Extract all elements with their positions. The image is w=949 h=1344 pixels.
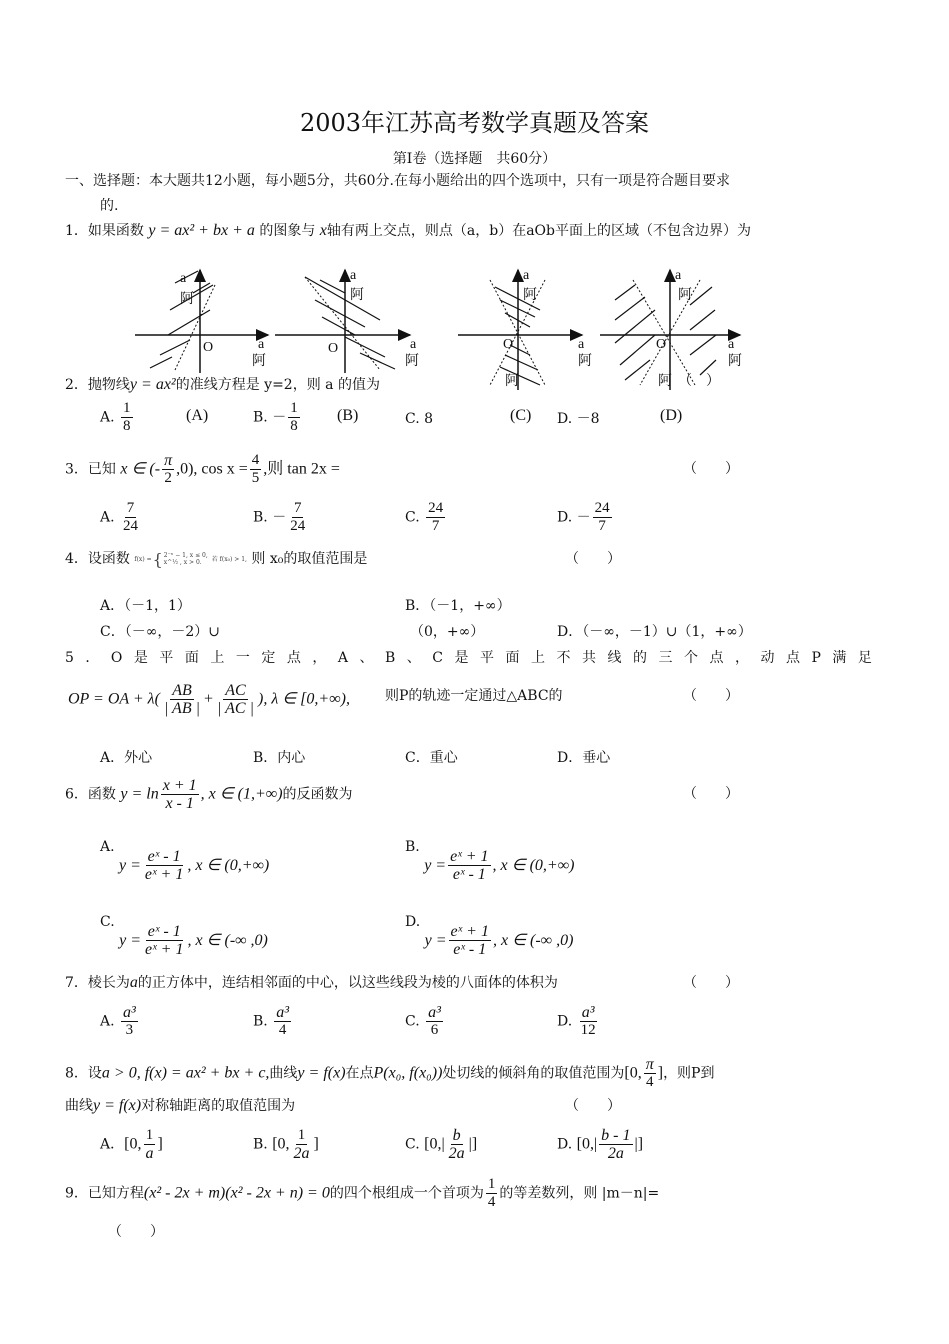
axis-label: a	[675, 268, 682, 283]
question-4	[65, 550, 367, 568]
text: 的四个根组成一个首项为	[329, 1185, 484, 1202]
q6-option-c[interactable]	[100, 913, 268, 958]
section-instructions: 一、选择题：本大题共12小题，每小题5分，共60分.在每小题给出的四个选项中，只有一项是符合题目要求	[65, 173, 730, 189]
text: x^½ , x > 0.	[163, 559, 202, 566]
text: 4	[278, 1022, 287, 1038]
fraction	[162, 452, 174, 487]
q8-option-d[interactable]	[557, 1127, 643, 1162]
text: 8．设	[65, 1065, 102, 1082]
q1-var: x	[319, 222, 327, 239]
text: D.	[557, 509, 573, 526]
text: 2⁻ˣ − 1, x ≤ 0,	[163, 552, 208, 559]
text: 2	[164, 470, 172, 486]
text: [0,	[272, 1135, 290, 1153]
text: 8	[123, 418, 131, 434]
text: 7	[431, 518, 440, 534]
question-9	[65, 1176, 659, 1211]
text: 7	[598, 518, 606, 534]
text: ，则P到	[663, 1065, 715, 1082]
text: |]	[634, 1135, 644, 1153]
text: A.	[100, 509, 115, 526]
text: 曲线	[65, 1098, 93, 1114]
text: D.	[557, 411, 573, 427]
q4-option-d[interactable]: D．（－∞，－1）∪（1，+∞）	[557, 624, 752, 640]
fraction	[448, 848, 490, 883]
text: P(x₀, f(x₀))	[373, 1064, 443, 1082]
fraction	[292, 1127, 312, 1162]
axis-label: 阿	[505, 374, 519, 389]
text: eˣ - 1	[453, 941, 487, 958]
q3-answer-paren[interactable]: （ ）	[683, 461, 739, 477]
axis-label: 阿	[728, 354, 742, 369]
text: 曲线	[269, 1065, 298, 1082]
q2-formula: y = ax²	[129, 376, 176, 393]
q3-option-c[interactable]	[405, 500, 447, 535]
text: [0,|	[576, 1135, 598, 1153]
text: 4．设函数	[65, 551, 130, 567]
text: 1	[145, 1127, 154, 1143]
origin-label: O	[656, 337, 667, 352]
graph-label-d: (D)	[660, 407, 683, 424]
text: |]	[468, 1135, 478, 1153]
text: 2a	[448, 1145, 465, 1162]
text: eˣ - 1	[147, 848, 181, 865]
axis-label: a	[728, 337, 735, 352]
axis-label: 阿	[350, 288, 364, 303]
fraction	[426, 500, 445, 535]
axis-label: a	[523, 268, 530, 283]
text: C.	[100, 914, 115, 930]
text: , x ∈ (1,+∞)	[200, 785, 283, 803]
text: | AC |	[217, 700, 254, 717]
fraction	[447, 1127, 467, 1162]
fraction	[644, 1056, 656, 1091]
axis-label: 阿	[523, 288, 537, 303]
text: 6	[430, 1022, 439, 1038]
text: 4	[251, 452, 260, 468]
q5-answer-paren[interactable]: （ ）	[683, 688, 739, 704]
axis-label: 阿	[678, 288, 692, 303]
q5-text: 则P的轨迹一定通过△ABC的	[385, 688, 563, 704]
text: , x ∈ (0,+∞)	[492, 856, 575, 874]
text: 4	[487, 1194, 496, 1210]
text: 4	[645, 1074, 654, 1090]
text: 7	[293, 500, 302, 516]
text: 24	[594, 500, 610, 516]
q5-option-a[interactable]: A．外心	[100, 750, 153, 766]
text: ,0), cos x =	[176, 460, 248, 478]
text: 3．已知	[65, 461, 116, 478]
text: AB	[172, 682, 192, 699]
text: b - 1	[601, 1127, 631, 1144]
q3-option-a[interactable]	[100, 500, 142, 535]
q2-option-b[interactable]	[253, 400, 302, 435]
graph-labels	[180, 268, 742, 389]
text: AC	[225, 682, 246, 699]
q2-option-d[interactable]	[557, 410, 600, 428]
text: 的等差数列，则 |m－n|=	[499, 1185, 660, 1202]
text: C.	[405, 1136, 420, 1153]
text: ,则 tan 2x =	[263, 460, 340, 478]
text: [0,	[624, 1064, 642, 1082]
text: eˣ - 1	[452, 866, 486, 883]
text: －	[272, 509, 287, 526]
text: y =	[119, 931, 142, 949]
text: a	[129, 974, 138, 991]
q9-answer-paren[interactable]: （ ）	[108, 1224, 164, 1240]
text: , x ∈ (-∞ ,0)	[187, 931, 268, 949]
q1-text: 1．如果函数	[65, 223, 144, 239]
q7-answer-paren[interactable]: （ ）	[683, 975, 739, 991]
fraction	[288, 400, 300, 435]
text: C.	[405, 1013, 420, 1030]
text: OP = OA + λ(	[68, 690, 160, 708]
graph-mark	[615, 285, 716, 380]
fraction	[486, 1176, 498, 1211]
graph-a	[135, 270, 268, 373]
text: 若 f(x₀) > 1,	[211, 555, 247, 563]
text: a	[145, 1145, 154, 1162]
axis-label: a	[578, 337, 585, 352]
q1-text: 的图象与	[259, 223, 316, 239]
origin-label: O	[503, 337, 514, 352]
q4-option-c-cont: （0，+∞）	[410, 624, 485, 640]
text: π	[164, 452, 173, 469]
q4-answer-paren[interactable]: （ ）	[565, 551, 621, 567]
fraction	[599, 1127, 632, 1162]
text: y =	[424, 856, 447, 874]
graph-label-b: (B)	[337, 407, 359, 424]
graph-label-a: (A)	[186, 407, 209, 424]
text: | AB |	[163, 700, 200, 717]
q4-option-b[interactable]: B．（－1，+∞）	[405, 598, 511, 614]
q8-option-b[interactable]	[253, 1127, 319, 1162]
text: y = f(x)	[297, 1064, 346, 1082]
question-1	[65, 222, 751, 240]
q2-option-c[interactable]	[405, 410, 433, 428]
q8-answer-paren[interactable]: （ ）	[565, 1098, 621, 1114]
origin-label: O	[328, 341, 339, 356]
text: 5	[251, 470, 260, 486]
fraction	[274, 1004, 291, 1039]
text: x - 1	[165, 795, 194, 812]
text: y =	[424, 931, 447, 949]
axis-label: 阿	[405, 354, 419, 369]
text: y = ln	[120, 785, 159, 803]
text: 2a	[293, 1145, 310, 1162]
text: [0,	[124, 1135, 142, 1153]
text: x + 1	[162, 777, 197, 794]
graph-label-c: (C)	[510, 407, 532, 424]
q2-option-a[interactable]	[100, 400, 135, 435]
q6-option-a[interactable]	[100, 838, 270, 883]
page-title: 2003年江苏高考数学真题及答案	[299, 109, 650, 137]
text: f(x) =	[134, 555, 152, 563]
q6-answer-paren[interactable]: （ ）	[683, 786, 739, 802]
text: 7	[126, 500, 135, 516]
axis-label: 阿	[180, 292, 194, 307]
question-7	[65, 974, 558, 992]
fraction	[121, 400, 133, 435]
text: －	[272, 409, 287, 426]
text: y =	[119, 856, 141, 874]
text: a³	[428, 1004, 441, 1021]
fraction	[143, 1127, 155, 1162]
question-8	[65, 1056, 714, 1091]
graph-d	[600, 270, 740, 390]
q5-option-d[interactable]: D．垂心	[557, 750, 611, 766]
axis-label: a	[180, 271, 187, 286]
text: ]	[157, 1135, 163, 1153]
fraction	[288, 500, 307, 535]
fraction	[143, 848, 185, 883]
q2-text: 的准线方程是 y=2，则 a 的值为	[175, 377, 380, 393]
text: A.	[100, 409, 115, 426]
text: 3	[125, 1022, 134, 1038]
text: B.	[253, 409, 268, 426]
text: A.	[100, 1013, 115, 1030]
question-2	[65, 376, 380, 394]
text: A.	[100, 839, 115, 855]
text: 2a	[607, 1145, 624, 1162]
q1-formula: y = ax² + bx + a	[148, 222, 255, 239]
q6-option-d[interactable]	[405, 913, 574, 958]
text: 则 x₀的取值范围是	[251, 551, 368, 567]
q7-option-c[interactable]	[405, 1004, 445, 1039]
text: π	[645, 1056, 654, 1073]
text: 在点	[345, 1065, 374, 1082]
text: 1	[297, 1127, 306, 1143]
section-subtitle: 第Ⅰ卷（选择题 共60分）	[392, 151, 557, 167]
axis-label: 阿	[252, 354, 266, 369]
text: eˣ + 1	[450, 923, 489, 940]
text: a > 0, f(x) = ax² + bx + c,	[101, 1064, 270, 1082]
q4-option-a[interactable]: A．（－1，1）	[100, 598, 191, 614]
q5-option-b[interactable]: B．内心	[253, 750, 306, 766]
q4-option-c[interactable]: C．（－∞，－2）∪	[100, 624, 221, 640]
q3-option-d[interactable]	[557, 500, 614, 535]
text: 的正方体中，连结相邻面的中心，以这些线段为棱的八面体的体积为	[137, 975, 558, 991]
text: eˣ + 1	[145, 941, 184, 958]
text: 1	[123, 400, 131, 416]
fraction	[593, 500, 612, 535]
graph-b	[275, 270, 410, 373]
q1-text: 轴有两上交点，则点（a，b）在aOb平面上的区域（不包含边界）为	[326, 223, 751, 239]
question-6	[65, 777, 353, 812]
question-8-cont	[65, 1097, 295, 1115]
text: [0,|	[424, 1135, 445, 1153]
text: 1	[290, 400, 298, 416]
text: , x ∈ (0,+∞)	[187, 856, 270, 874]
text: b	[452, 1127, 461, 1144]
text: x ∈ (-	[120, 460, 161, 478]
q7-option-d[interactable]	[557, 1004, 600, 1039]
q2-text: 2．抛物线	[65, 377, 130, 393]
text: D.	[405, 914, 421, 930]
axis-label: 阿	[578, 354, 592, 369]
text: C.	[405, 411, 420, 427]
q3-option-b[interactable]	[253, 500, 309, 535]
fraction	[426, 1004, 443, 1039]
answer-paren: （ ）	[678, 374, 720, 389]
text: －	[576, 509, 591, 526]
fraction	[162, 682, 202, 717]
q6-option-b[interactable]	[405, 838, 575, 883]
origin-label: O	[203, 340, 214, 355]
text: 12	[580, 1022, 596, 1038]
q7-option-a[interactable]	[100, 1004, 140, 1039]
text: C.	[405, 509, 420, 526]
text: 24	[123, 518, 139, 534]
text: 的反函数为	[282, 786, 353, 803]
text: D.	[557, 1136, 573, 1153]
q8-option-c[interactable]	[405, 1127, 477, 1162]
graph-mark	[305, 277, 380, 370]
text: B.	[253, 509, 268, 526]
text: 24	[428, 500, 444, 516]
text: －8	[576, 411, 600, 427]
fraction	[215, 682, 256, 717]
axis-label: a	[350, 268, 357, 283]
text: 7．棱长为	[65, 975, 130, 991]
text: , x ∈ (-∞ ,0)	[492, 931, 574, 949]
text: B.	[253, 1136, 268, 1153]
text: A．	[100, 1136, 125, 1153]
text: a³	[276, 1004, 289, 1021]
section-instructions-cont: 的.	[100, 198, 119, 214]
text: a³	[581, 1004, 595, 1021]
q5-formula	[68, 682, 350, 717]
text: 处切线的倾斜角的取值范围为	[442, 1065, 625, 1082]
text: a³	[123, 1004, 136, 1021]
text: eˣ + 1	[144, 866, 184, 883]
q8-option-a[interactable]	[100, 1127, 163, 1162]
text: 24	[290, 518, 306, 534]
question-3	[65, 452, 340, 487]
text: eˣ + 1	[450, 848, 489, 865]
q5-option-c[interactable]: C．重心	[405, 750, 458, 766]
fraction	[449, 923, 491, 958]
text: y = f(x)	[93, 1097, 142, 1114]
fraction	[121, 1004, 138, 1039]
axis-label: a	[410, 337, 417, 352]
text: ]	[313, 1135, 319, 1153]
fraction	[250, 452, 262, 487]
text: 1	[487, 1176, 496, 1192]
text: (x² - 2x + m)(x² - 2x + n) = 0	[143, 1184, 330, 1202]
fraction	[143, 923, 185, 958]
q4-piecewise-formula: f(x) = { 2⁻ˣ − 1, x ≤ 0, x^½ , x > 0. 若 f(x₀) > 1,	[134, 549, 247, 569]
axis-label: 阿	[658, 374, 672, 389]
text: 6．函数	[65, 786, 116, 803]
text: eˣ - 1	[147, 923, 181, 940]
question-5: 5．O是平面上一定点，A、B、C是平面上不共线的三个点，动点P满足	[65, 650, 884, 666]
text: B.	[253, 1013, 268, 1030]
fraction	[121, 500, 140, 535]
fraction	[579, 1004, 598, 1039]
text: B.	[405, 839, 420, 855]
q7-option-b[interactable]	[253, 1004, 293, 1039]
graph-c	[458, 270, 582, 390]
text: D.	[557, 1013, 573, 1030]
axis-label: a	[258, 337, 265, 352]
text: +	[204, 690, 214, 708]
text: 8	[424, 411, 434, 427]
text: ), λ ∈ [0,+∞),	[257, 690, 350, 708]
text: 9．已知方程	[65, 1185, 144, 1202]
text: ]	[657, 1064, 664, 1082]
text: 8	[290, 418, 298, 434]
text: 对称轴距离的取值范围为	[141, 1098, 296, 1114]
fraction	[161, 777, 199, 812]
